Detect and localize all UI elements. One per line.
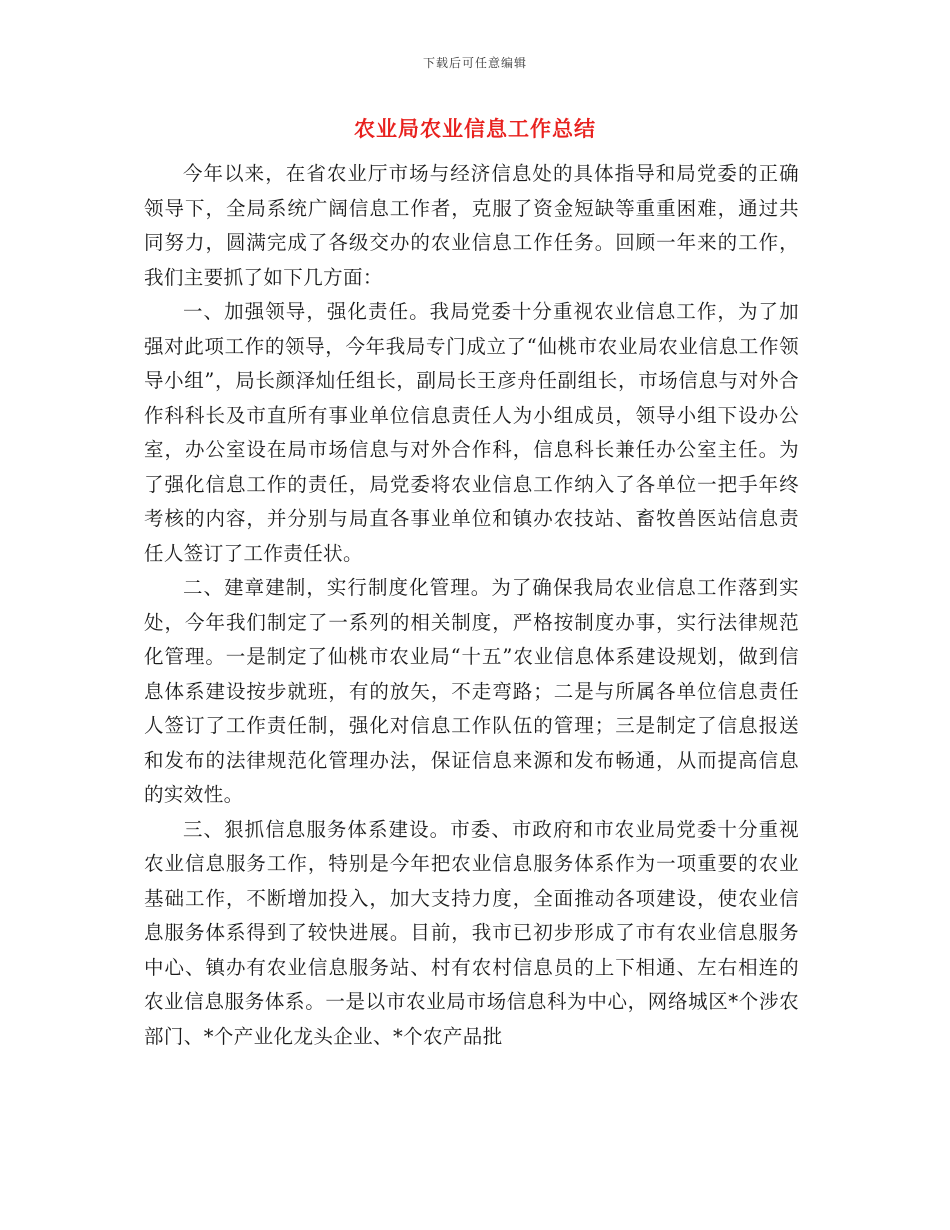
document-body — [144, 157, 799, 1054]
paragraph-intro: 今年以来，在省农业厅市场与经济信息处的具体指导和局党委的正确领导下，全局系统广阔信息工作者，克服了资金短缺等重重困难，通过共同努力，圆满完成了各级交办的农业信息工作任务。回顾一年来的工作，我们主要抓了如下几方面： — [144, 162, 799, 289]
paragraph-section-1: 一、加强领导，强化责任。我局党委十分重视农业信息工作，为了加强对此项工作的领导，今年我局专门成立了“仙桃市农业局农业信息工作领导小组”，局长颜泽灿任组长，副局长王彦舟任副组长，市场信息与对外合作科科长及市直所有事业单位信息责任人为小组成员，领导小组下设办公室，办公室设在局市场信息与对外合作科，信息科长兼任办公室主任。为了强化信息工作的责任，局党委将农业信息工作纳入了各单位一把手年终考核的内容，并分别与局直各事业单位和镇办农技站、畜牧兽医站信息责任人签订了工作责任状。 — [144, 300, 799, 565]
paragraph-section-2: 二、建章建制，实行制度化管理。为了确保我局农业信息工作落到实处，今年我们制定了一系列的相关制度，严格按制度办事，实行法律规范化管理。一是制定了仙桃市农业局“十五”农业信息体系建设规划，做到信息体系建设按步就班，有的放矢，不走弯路；二是与所属各单位信息责任人签订了工作责任制，强化对信息工作队伍的管理；三是制定了信息报送和发布的法律规范化管理办法，保证信息来源和发布畅通，从而提高信息的实效性。 — [144, 576, 799, 806]
header-note: 下载后可任意编辑 — [422, 56, 527, 70]
document-title: 农业局农业信息工作总结 — [354, 116, 596, 141]
paragraph-section-3: 三、狠抓信息服务体系建设。市委、市政府和市农业局党委十分重视农业信息服务工作，特别是今年把农业信息服务体系作为一项重要的农业基础工作，不断增加投入，加大支持力度，全面推动各项建设，使农业信息服务体系得到了较快进展。目前，我市已初步形成了市有农业信息服务中心、镇办有农业信息服务站、村有农村信息员的上下相通、左右相连的农业信息服务体系。一是以市农业局市场信息科为中心，网络城区*个涉农部门、*个产业化龙头企业、*个农产品批 — [144, 817, 799, 1048]
